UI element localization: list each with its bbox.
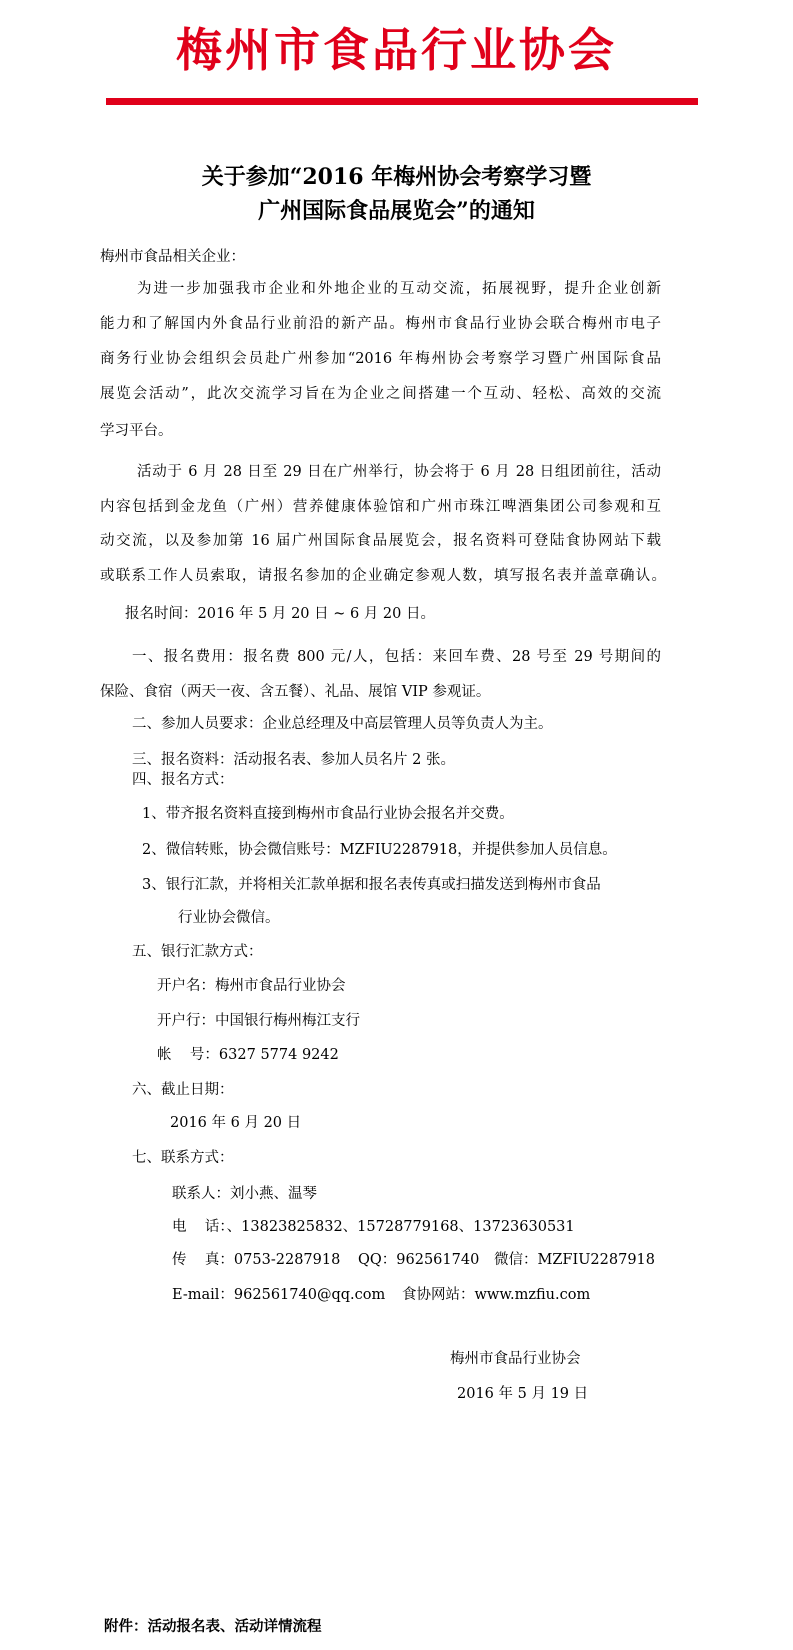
fee-line-2: 保险、食宿（两天一夜、含五餐）、礼品、展馆 VIP 参观证。 (100, 684, 491, 700)
intro-line: 商务行业协会组织会员赴广州参加“2016 年梅州协会考察学习暨广州国际食品 (100, 351, 661, 367)
method-heading: 四、报名方式： (132, 772, 234, 788)
deadline-date: 2016 年 6 月 20 日 (170, 1115, 302, 1131)
contact-heading: 七、联系方式： (132, 1150, 234, 1166)
notice-title-line-1: 关于参加“2016 年梅州协会考察学习暨 (201, 164, 592, 190)
activity-line: 动交流，以及参加第 16 届广州国际食品展览会，报名资料可登陆食协网站下载 (100, 533, 661, 549)
intro-line: 展览会活动”，此次交流学习旨在为企业之间搭建一个互动、轻松、高效的交流 (100, 386, 661, 402)
intro-line: 能力和了解国内外食品行业前沿的新产品。梅州市食品行业协会联合梅州市电子 (100, 316, 661, 332)
method-2: 2、微信转账，协会微信账号：MZFIU2287918，并提供参加人员信息。 (142, 842, 617, 858)
requirements: 二、参加人员要求：企业总经理及中高层管理人员等负责人为主。 (132, 716, 553, 732)
intro-line: 学习平台。 (100, 423, 173, 439)
bank-branch: 开户行：中国银行梅州梅江支行 (157, 1013, 360, 1029)
deadline-heading: 六、截止日期： (132, 1082, 234, 1098)
notice-title-line-2: 广州国际食品展览会”的通知 (258, 198, 535, 224)
bank-account-name: 开户名：梅州市食品行业协会 (157, 978, 346, 994)
contact-persons: 联系人：刘小燕、温琴 (172, 1186, 317, 1202)
contact-qq: QQ：962561740 (358, 1252, 480, 1268)
method-3-line-2: 行业协会微信。 (178, 910, 280, 926)
signature-date: 2016 年 5 月 19 日 (457, 1386, 589, 1402)
contact-website: 食协网站：www.mzfiu.com (402, 1287, 591, 1303)
contact-fax: 传 真：0753-2287918 (172, 1252, 341, 1268)
letterhead-rule (106, 98, 698, 105)
method-1: 1、带齐报名资料直接到梅州市食品行业协会报名并交费。 (142, 806, 514, 822)
activity-line: 内容包括到金龙鱼（广州）营养健康体验馆和广州市珠江啤酒集团公司参观和互 (100, 499, 661, 515)
attachment-note: 附件：活动报名表、活动详情流程 (104, 1619, 322, 1635)
salutation: 梅州市食品相关企业： (100, 249, 245, 265)
intro-line: 为进一步加强我市企业和外地企业的互动交流，拓展视野，提升企业创新 (137, 281, 661, 297)
method-3-line-1: 3、银行汇款，并将相关汇款单据和报名表传真或扫描发送到梅州市食品 (142, 877, 601, 893)
bank-account-number: 帐 号：6327 5774 9242 (157, 1047, 339, 1063)
fee-line-1: 一、报名费用：报名费 800 元/人，包括：来回车费、28 号至 29 号期间的 (132, 649, 661, 665)
registration-time: 报名时间：2016 年 5 月 20 日 ~ 6 月 20 日。 (125, 606, 435, 622)
materials: 三、报名资料：活动报名表、参加人员名片 2 张。 (132, 752, 455, 768)
contact-phone: 电 话：、13823825832、15728779168、13723630531 (172, 1219, 575, 1235)
letterhead-title: 梅州市食品行业协会 (176, 23, 617, 77)
activity-line: 活动于 6 月 28 日至 29 日在广州举行，协会将于 6 月 28 日组团前往，活动 (137, 464, 661, 480)
bank-heading: 五、银行汇款方式： (132, 944, 263, 960)
activity-line: 或联系工作人员索取，请报名参加的企业确定参观人数，填写报名表并盖章确认。 (100, 568, 666, 584)
contact-wechat: 微信：MZFIU2287918 (494, 1252, 656, 1268)
contact-email: E-mail：962561740@qq.com (172, 1287, 386, 1303)
signature-org: 梅州市食品行业协会 (450, 1351, 581, 1367)
